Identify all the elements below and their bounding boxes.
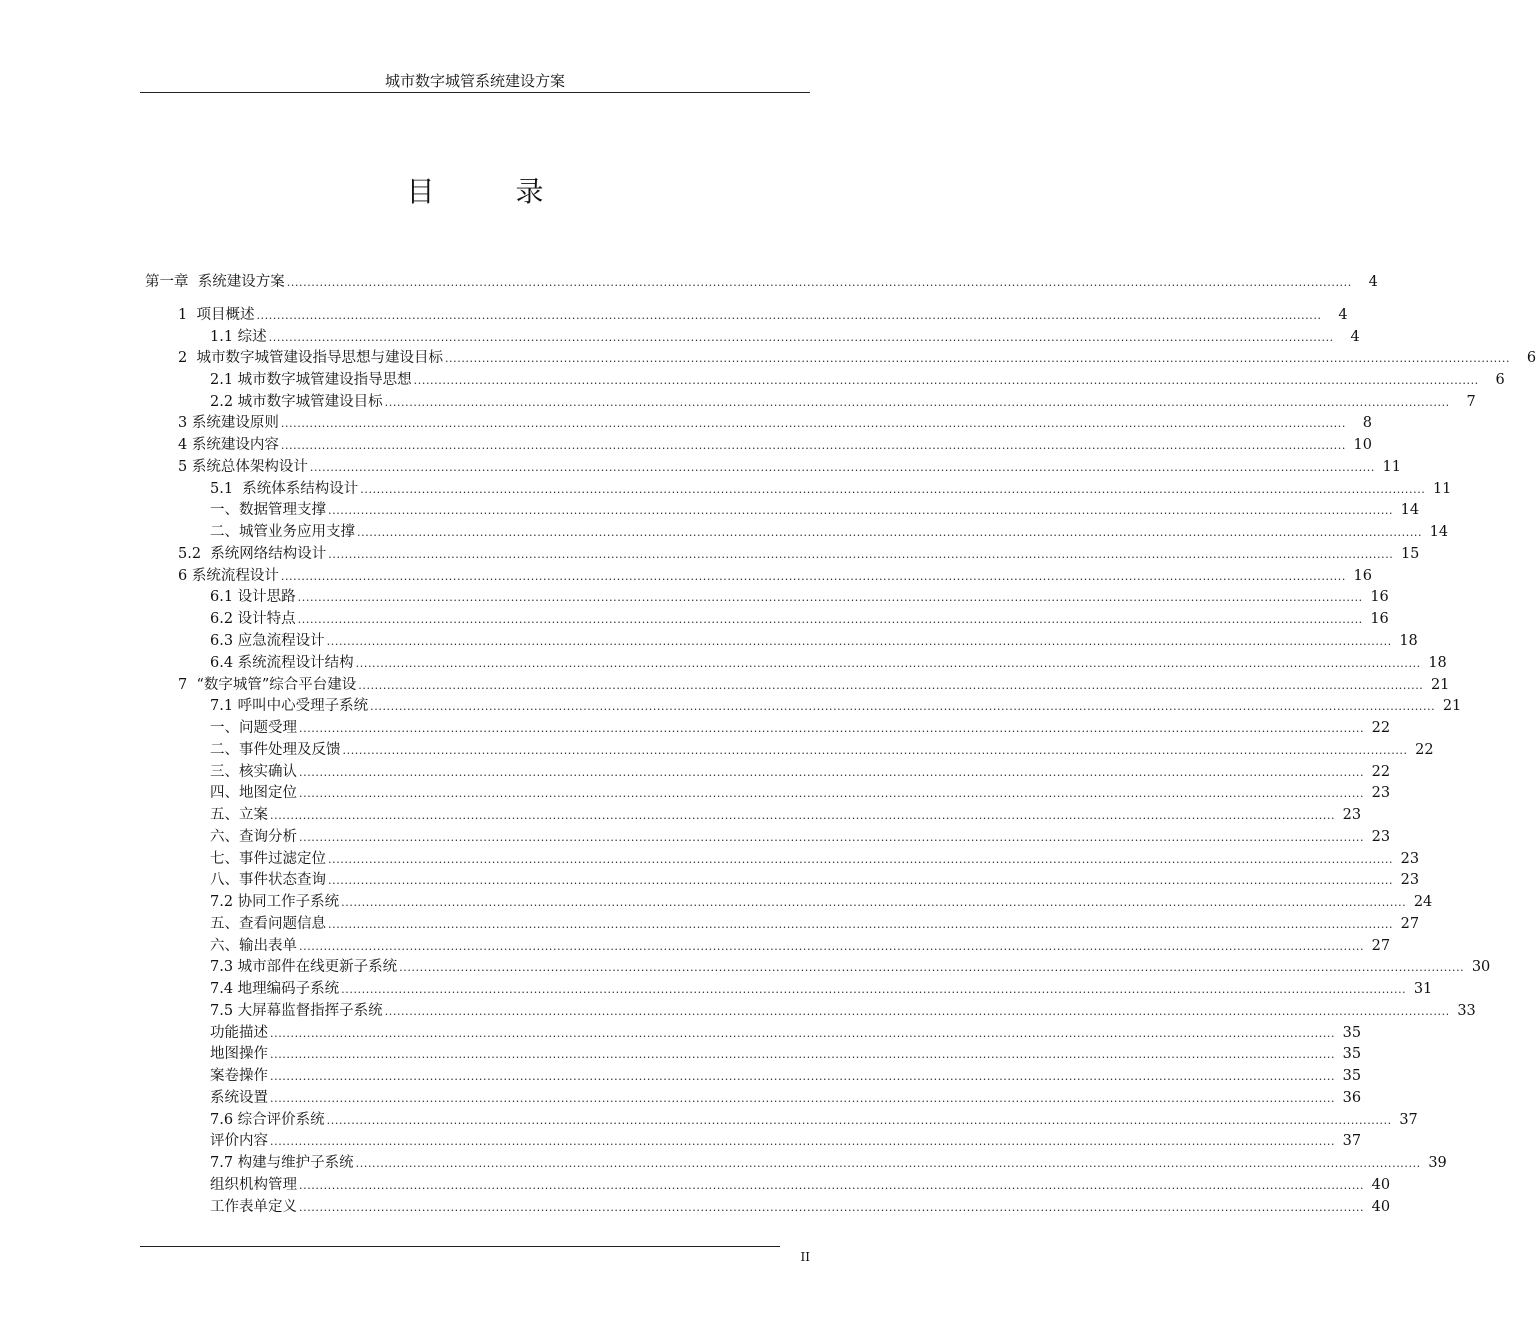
toc-entry[interactable] bbox=[210, 370, 1505, 390]
toc-dot-leader: .................................................................................................................................................................................................................................................................... bbox=[357, 526, 1423, 539]
toc-dot-leader: .................................................................................................................................................................................................................................................................... bbox=[328, 548, 1394, 561]
toc-dot-leader: .................................................................................................................................................................................................................................................................... bbox=[256, 309, 1322, 322]
toc-dot-leader: .................................................................................................................................................................................................................................................................... bbox=[328, 918, 1394, 931]
toc-dot-leader: .................................................................................................................................................................................................................................................................... bbox=[342, 744, 1408, 757]
toc-entry-page: 30 bbox=[1471, 959, 1491, 975]
toc-entry-label: 7.5 大屏幕监督指挥子系统 bbox=[210, 1003, 383, 1019]
toc-dot-leader: .................................................................................................................................................................................................................................................................... bbox=[360, 483, 1426, 496]
toc-entry-label: 评价内容 bbox=[210, 1133, 268, 1149]
toc-dot-leader: .................................................................................................................................................................................................................................................................... bbox=[358, 679, 1424, 692]
toc-entry[interactable] bbox=[210, 1023, 1362, 1043]
toc-entry[interactable] bbox=[178, 348, 1536, 368]
toc-entry-page: 33 bbox=[1457, 1003, 1476, 1019]
toc-dot-leader: .................................................................................................................................................................................................................................................................... bbox=[270, 809, 1336, 822]
toc-entry-label: 6.3 应急流程设计 bbox=[210, 633, 325, 649]
toc-entry-label: 7.7 构建与维护子系统 bbox=[210, 1155, 354, 1171]
toc-entry-page: 14 bbox=[1429, 524, 1449, 540]
toc-entry[interactable] bbox=[210, 740, 1434, 760]
toc-entry[interactable] bbox=[210, 1044, 1362, 1064]
toc-dot-leader: .................................................................................................................................................................................................................................................................... bbox=[328, 874, 1394, 887]
toc-entry[interactable] bbox=[210, 609, 1389, 629]
toc-entry-label: 八、事件状态查询 bbox=[210, 872, 326, 888]
toc-entry-label: 1.1 综述 bbox=[210, 329, 267, 345]
toc-entry-page: 16 bbox=[1370, 611, 1389, 627]
toc-entry-label: 三、核实确认 bbox=[210, 764, 297, 780]
toc-entry[interactable] bbox=[210, 696, 1462, 716]
toc-entry-label: 二、事件处理及反馈 bbox=[210, 742, 341, 758]
toc-entry-page: 16 bbox=[1353, 568, 1372, 584]
toc-entry-page: 22 bbox=[1371, 764, 1391, 780]
toc-entry-page: 31 bbox=[1413, 981, 1433, 997]
toc-entry-label: 系统设置 bbox=[210, 1090, 268, 1106]
toc-entry-label: 2.1 城市数字城管建设指导思想 bbox=[210, 372, 412, 388]
toc-dot-leader: .................................................................................................................................................................................................................................................................... bbox=[384, 396, 1450, 409]
toc-entry-page: 40 bbox=[1371, 1177, 1391, 1193]
toc-entry[interactable] bbox=[178, 435, 1372, 455]
toc-dot-leader: .................................................................................................................................................................................................................................................................... bbox=[297, 613, 1363, 626]
toc-entry[interactable] bbox=[178, 675, 1450, 695]
toc-entry-page: 23 bbox=[1342, 807, 1362, 823]
toc-dot-leader: .................................................................................................................................................................................................................................................................... bbox=[370, 700, 1436, 713]
toc-entry[interactable] bbox=[210, 914, 1420, 934]
toc-entry-label: 6 系统流程设计 bbox=[178, 568, 279, 584]
toc-entry-label: 6.4 系统流程设计结构 bbox=[210, 655, 354, 671]
toc-entry[interactable] bbox=[210, 1066, 1362, 1086]
toc-entry[interactable] bbox=[210, 479, 1452, 499]
toc-dot-leader: .................................................................................................................................................................................................................................................................... bbox=[299, 766, 1365, 779]
toc-entry-page: 23 bbox=[1400, 872, 1420, 888]
toc-dot-leader: .................................................................................................................................................................................................................................................................... bbox=[309, 461, 1375, 474]
toc-entry-page: 18 bbox=[1428, 655, 1447, 671]
toc-entry-page: 22 bbox=[1415, 742, 1434, 758]
toc-entry-label: 第一章 系统建设方案 bbox=[145, 274, 285, 290]
toc-dot-leader: .................................................................................................................................................................................................................................................................... bbox=[280, 439, 1346, 452]
toc-dot-leader: .................................................................................................................................................................................................................................................................... bbox=[270, 1135, 1336, 1148]
toc-entry-page: 11 bbox=[1432, 481, 1452, 497]
page-number: II bbox=[800, 1250, 810, 1264]
toc-entry-page: 22 bbox=[1371, 720, 1391, 736]
toc-entry-label: 2.2 城市数字城管建设目标 bbox=[210, 394, 383, 410]
toc-dot-leader: .................................................................................................................................................................................................................................................................... bbox=[326, 1114, 1392, 1127]
toc-entry[interactable] bbox=[210, 849, 1420, 869]
toc-entry[interactable] bbox=[210, 805, 1362, 825]
toc-entry-label: 功能描述 bbox=[210, 1025, 268, 1041]
toc-entry-page: 35 bbox=[1342, 1068, 1362, 1084]
toc-entry-label: 五、立案 bbox=[210, 807, 268, 823]
toc-entry[interactable] bbox=[178, 305, 1348, 325]
toc-entry-label: 7.6 综合评价系统 bbox=[210, 1112, 325, 1128]
toc-entry[interactable] bbox=[210, 827, 1391, 847]
toc-entry-page: 21 bbox=[1442, 698, 1462, 714]
toc-entry-page: 16 bbox=[1370, 589, 1389, 605]
toc-entry-page: 4 bbox=[1350, 329, 1360, 345]
toc-dot-leader: .................................................................................................................................................................................................................................................................... bbox=[384, 1005, 1450, 1018]
toc-dot-leader: .................................................................................................................................................................................................................................................................... bbox=[270, 1092, 1336, 1105]
toc-entry[interactable] bbox=[210, 587, 1389, 607]
header-rule bbox=[140, 92, 810, 93]
toc-entry-label: 六、查询分析 bbox=[210, 829, 297, 845]
toc-entry-label: 5.2 系统网络结构设计 bbox=[178, 546, 327, 562]
toc-entry[interactable] bbox=[210, 762, 1391, 782]
toc-dot-leader: .................................................................................................................................................................................................................................................................... bbox=[270, 1027, 1336, 1040]
toc-entry-page: 4 bbox=[1368, 274, 1378, 290]
toc-entry-label: 组织机构管理 bbox=[210, 1177, 297, 1193]
toc-dot-leader: .................................................................................................................................................................................................................................................................... bbox=[399, 961, 1465, 974]
toc-entry-page: 37 bbox=[1399, 1112, 1418, 1128]
toc-entry[interactable] bbox=[210, 631, 1418, 651]
toc-entry-page: 14 bbox=[1400, 502, 1420, 518]
toc-dot-leader: .................................................................................................................................................................................................................................................................... bbox=[355, 657, 1421, 670]
toc-entry-page: 4 bbox=[1338, 307, 1348, 323]
toc-entry-page: 10 bbox=[1353, 437, 1372, 453]
toc-entry[interactable] bbox=[210, 522, 1449, 542]
toc-entry-label: 5 系统总体架构设计 bbox=[178, 459, 308, 475]
toc-dot-leader: .................................................................................................................................................................................................................................................................... bbox=[299, 1179, 1365, 1192]
toc-entry[interactable] bbox=[210, 500, 1420, 520]
toc-dot-leader: .................................................................................................................................................................................................................................................................... bbox=[270, 1070, 1336, 1083]
toc-dot-leader: .................................................................................................................................................................................................................................................................... bbox=[268, 331, 1334, 344]
toc-entry-label: 7 “数字城管”综合平台建设 bbox=[178, 677, 357, 693]
toc-entry[interactable] bbox=[210, 870, 1420, 890]
toc-entry-label: 7.1 呼叫中心受理子系统 bbox=[210, 698, 369, 714]
toc-entry-page: 7 bbox=[1466, 394, 1476, 410]
toc-entry-label: 二、城管业务应用支撑 bbox=[210, 524, 355, 540]
toc-entry-label: 5.1 系统体系结构设计 bbox=[210, 481, 359, 497]
toc-entry-label: 6.1 设计思路 bbox=[210, 589, 296, 605]
toc-entry-page: 35 bbox=[1342, 1046, 1362, 1062]
toc-dot-leader: .................................................................................................................................................................................................................................................................... bbox=[299, 940, 1365, 953]
toc-entry[interactable] bbox=[210, 979, 1433, 999]
toc-heading: 目 录 bbox=[406, 175, 580, 208]
toc-entry[interactable] bbox=[210, 1001, 1476, 1021]
footer-rule bbox=[140, 1246, 780, 1247]
toc-dot-leader: .................................................................................................................................................................................................................................................................... bbox=[341, 983, 1407, 996]
toc-entry-label: 五、查看问题信息 bbox=[210, 916, 326, 932]
toc-entry-page: 23 bbox=[1371, 785, 1391, 801]
toc-entry-page: 40 bbox=[1371, 1199, 1391, 1215]
toc-entry[interactable] bbox=[210, 1110, 1418, 1130]
toc-entry-page: 35 bbox=[1342, 1025, 1362, 1041]
toc-entry-page: 27 bbox=[1400, 916, 1420, 932]
toc-entry-label: 工作表单定义 bbox=[210, 1199, 297, 1215]
toc-dot-leader: .................................................................................................................................................................................................................................................................... bbox=[328, 504, 1394, 517]
toc-entry[interactable] bbox=[178, 413, 1372, 433]
toc-entry-page: 6 bbox=[1495, 372, 1505, 388]
toc-entry[interactable] bbox=[210, 1197, 1391, 1217]
toc-dot-leader: .................................................................................................................................................................................................................................................................... bbox=[299, 787, 1365, 800]
toc-entry-page: 37 bbox=[1342, 1133, 1362, 1149]
toc-entry-label: 地图操作 bbox=[210, 1046, 268, 1062]
toc-dot-leader: .................................................................................................................................................................................................................................................................... bbox=[280, 570, 1346, 583]
toc-entry-page: 36 bbox=[1342, 1090, 1362, 1106]
toc-entry[interactable] bbox=[178, 544, 1420, 564]
toc-entry-label: 四、地图定位 bbox=[210, 785, 297, 801]
toc-entry-page: 24 bbox=[1413, 894, 1433, 910]
toc-entry[interactable] bbox=[210, 653, 1447, 673]
toc-entry-page: 11 bbox=[1382, 459, 1401, 475]
toc-dot-leader: .................................................................................................................................................................................................................................................................... bbox=[270, 1048, 1336, 1061]
toc-entry-label: 一、问题受理 bbox=[210, 720, 297, 736]
toc-entry-label: 一、数据管理支撑 bbox=[210, 502, 326, 518]
toc-entry-page: 18 bbox=[1399, 633, 1418, 649]
toc-dot-leader: .................................................................................................................................................................................................................................................................... bbox=[328, 853, 1394, 866]
toc-entry[interactable] bbox=[210, 957, 1491, 977]
toc-entry[interactable] bbox=[210, 936, 1391, 956]
toc-entry-label: 1 项目概述 bbox=[178, 307, 255, 323]
toc-dot-leader: .................................................................................................................................................................................................................................................................... bbox=[299, 831, 1365, 844]
toc-entry[interactable] bbox=[210, 392, 1476, 412]
toc-entry[interactable] bbox=[210, 1153, 1447, 1173]
toc-entry[interactable] bbox=[210, 718, 1391, 738]
toc-dot-leader: .................................................................................................................................................................................................................................................................... bbox=[341, 896, 1407, 909]
toc-entry-page: 39 bbox=[1428, 1155, 1447, 1171]
toc-entry-page: 6 bbox=[1526, 350, 1536, 366]
toc-entry-page: 21 bbox=[1430, 677, 1450, 693]
toc-entry-page: 27 bbox=[1371, 938, 1391, 954]
toc-entry-page: 8 bbox=[1362, 415, 1372, 431]
toc-entry-label: 六、输出表单 bbox=[210, 938, 297, 954]
toc-entry[interactable] bbox=[210, 783, 1391, 803]
toc-entry[interactable] bbox=[145, 272, 1378, 292]
toc-entry-label: 7.3 城市部件在线更新子系统 bbox=[210, 959, 398, 975]
toc-dot-leader: .................................................................................................................................................................................................................................................................... bbox=[444, 352, 1511, 365]
toc-dot-leader: .................................................................................................................................................................................................................................................................... bbox=[297, 591, 1363, 604]
toc-dot-leader: .................................................................................................................................................................................................................................................................... bbox=[326, 635, 1392, 648]
toc-entry-label: 7.4 地理编码子系统 bbox=[210, 981, 340, 997]
toc-entry[interactable] bbox=[210, 1131, 1362, 1151]
toc-entry[interactable] bbox=[178, 566, 1372, 586]
toc-entry-page: 23 bbox=[1371, 829, 1391, 845]
toc-dot-leader: .................................................................................................................................................................................................................................................................... bbox=[413, 374, 1479, 387]
toc-dot-leader: .................................................................................................................................................................................................................................................................... bbox=[286, 276, 1352, 289]
toc-entry[interactable] bbox=[210, 1175, 1391, 1195]
toc-entry-label: 案卷操作 bbox=[210, 1068, 268, 1084]
toc-entry[interactable] bbox=[178, 457, 1401, 477]
toc-entry-label: 七、事件过滤定位 bbox=[210, 851, 326, 867]
toc-entry-label: 3 系统建设原则 bbox=[178, 415, 279, 431]
toc-entry-label: 6.2 设计特点 bbox=[210, 611, 296, 627]
toc-dot-leader: .................................................................................................................................................................................................................................................................... bbox=[280, 417, 1346, 430]
toc-entry-label: 7.2 协同工作子系统 bbox=[210, 894, 340, 910]
toc-entry[interactable] bbox=[210, 327, 1360, 347]
toc-entry-page: 23 bbox=[1400, 851, 1420, 867]
running-header-title: 城市数字城管系统建设方案 bbox=[384, 72, 565, 90]
toc-entry-page: 15 bbox=[1400, 546, 1420, 562]
toc-entry[interactable] bbox=[210, 892, 1433, 912]
toc-dot-leader: .................................................................................................................................................................................................................................................................... bbox=[355, 1157, 1421, 1170]
toc-entry[interactable] bbox=[210, 1088, 1362, 1108]
toc-entry-label: 4 系统建设内容 bbox=[178, 437, 279, 453]
toc-dot-leader: .................................................................................................................................................................................................................................................................... bbox=[299, 1201, 1365, 1214]
toc-dot-leader: .................................................................................................................................................................................................................................................................... bbox=[299, 722, 1365, 735]
toc-entry-label: 2 城市数字城管建设指导思想与建设目标 bbox=[178, 350, 443, 366]
